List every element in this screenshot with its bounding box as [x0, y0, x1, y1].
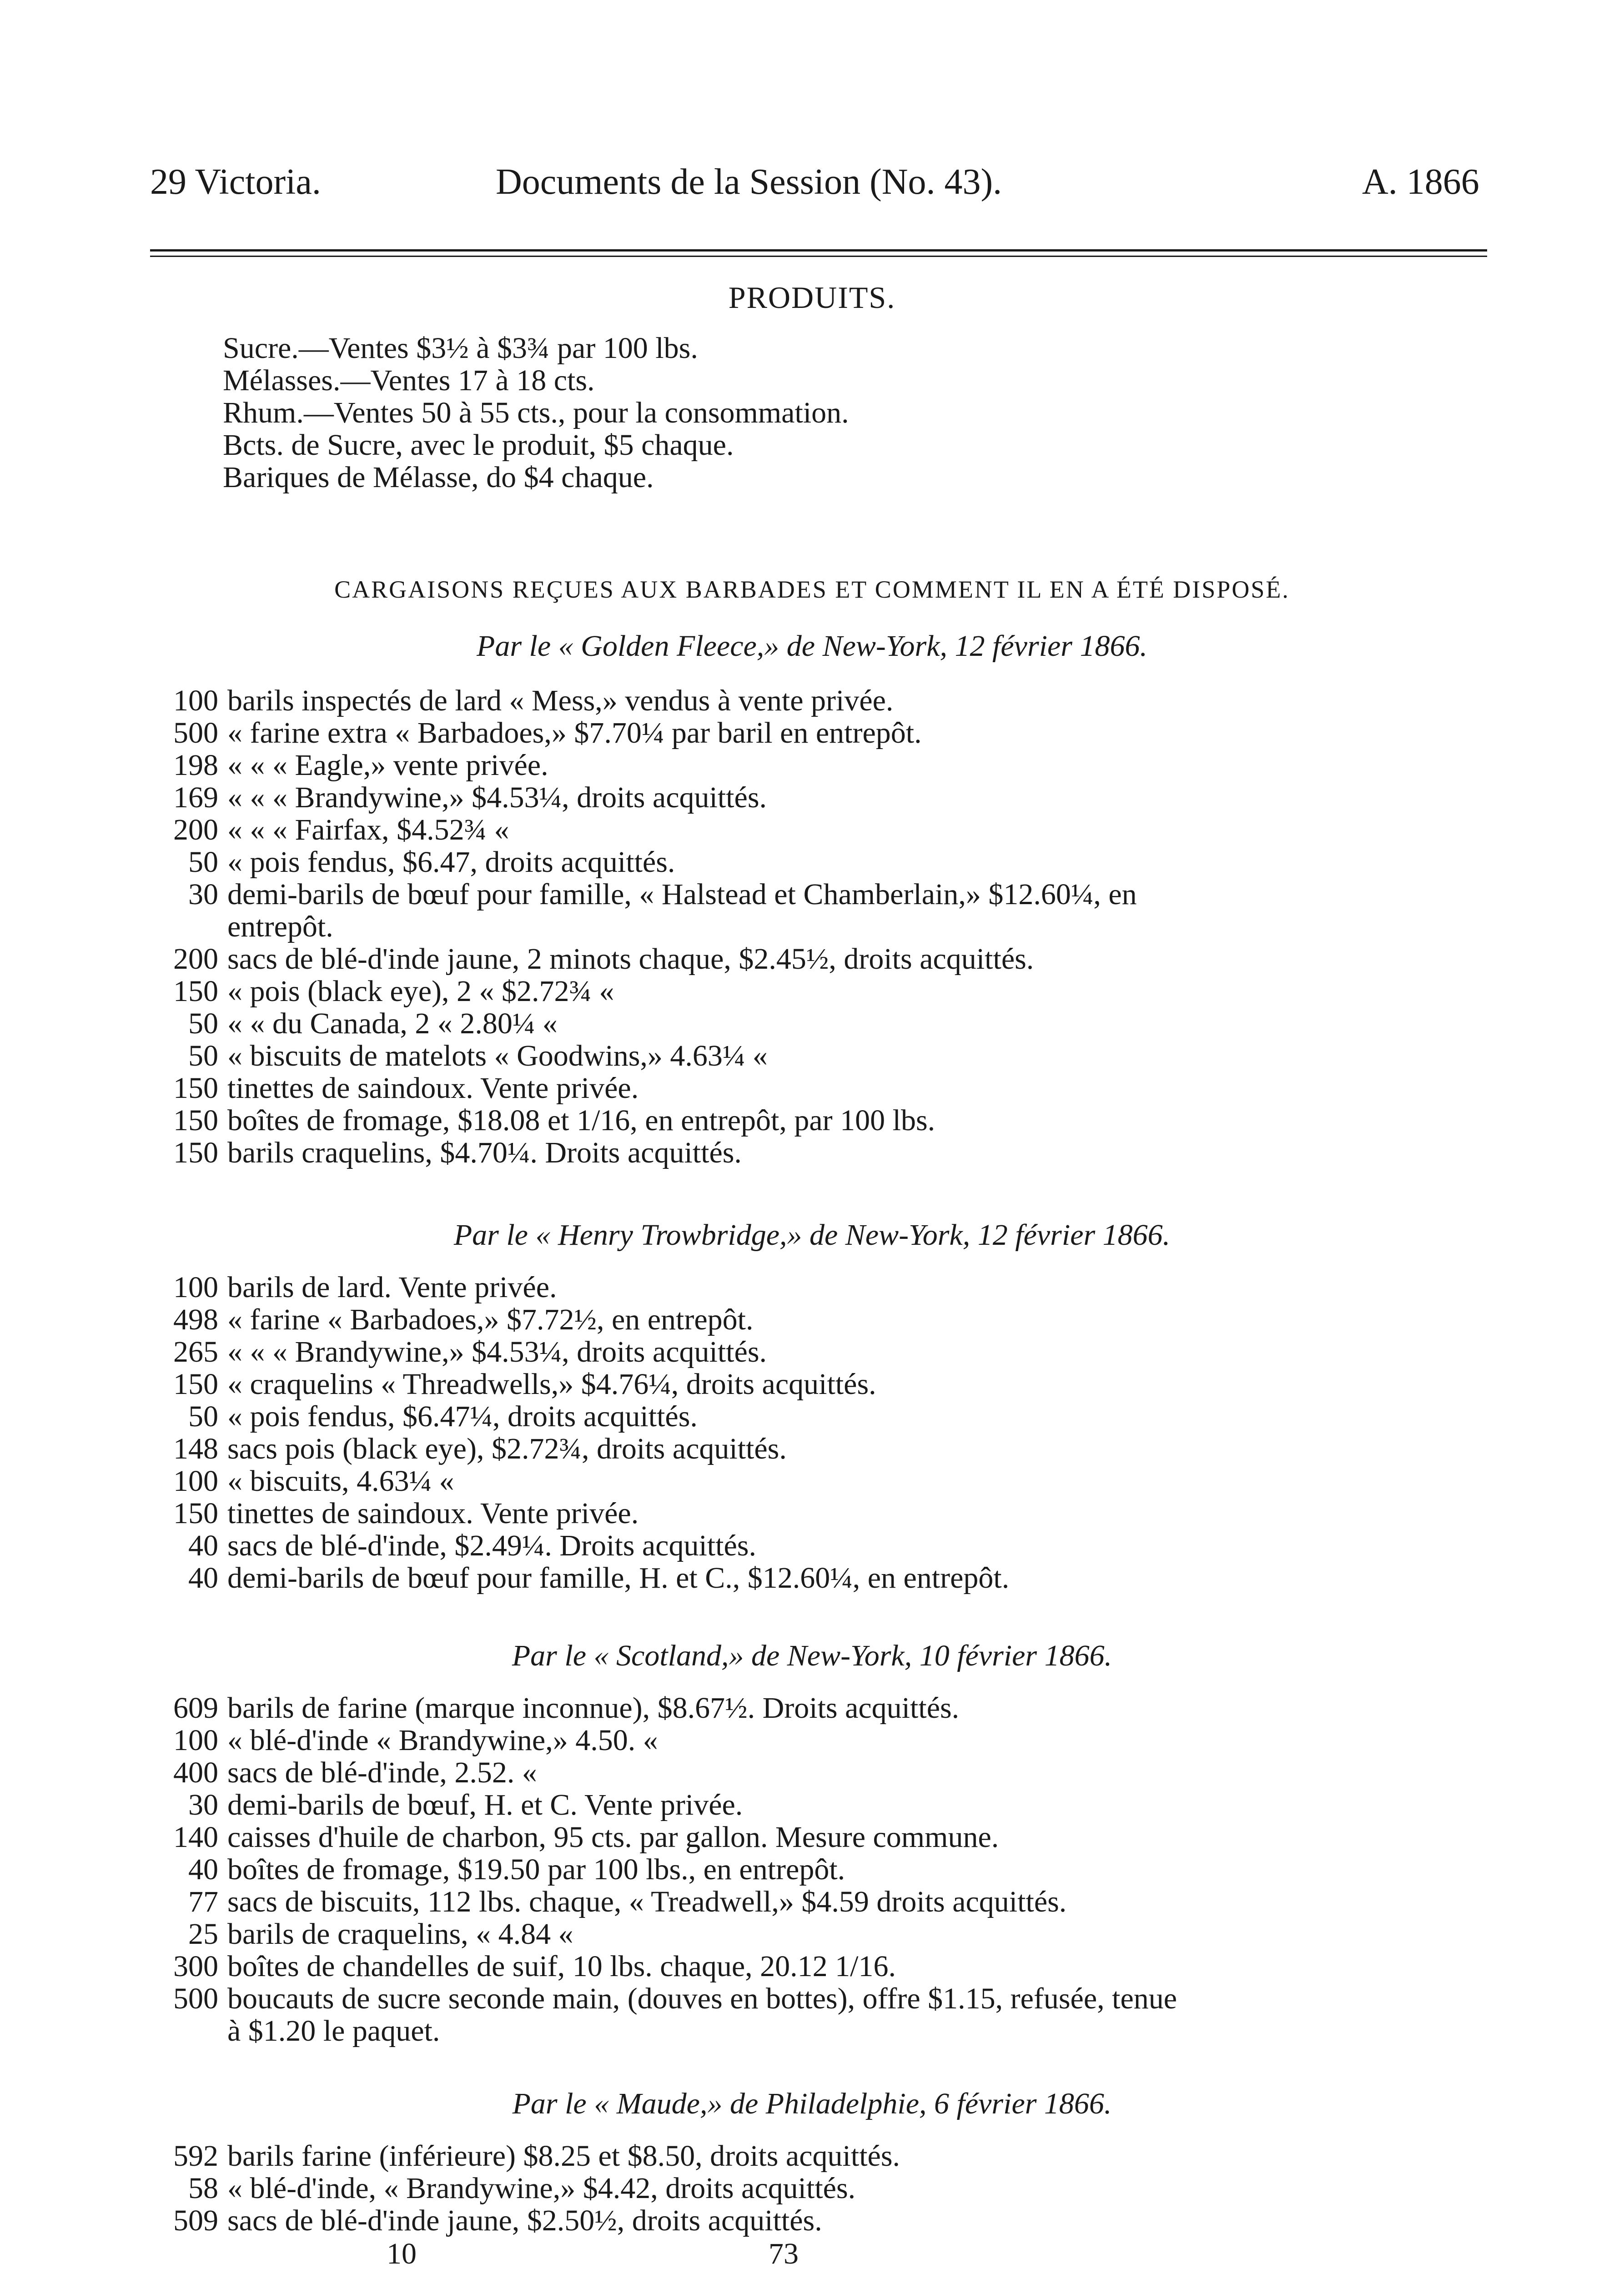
section-heading: Par le « Henry Trowbridge,» de New-York, 12 février 1866. — [453, 1218, 1171, 1252]
list-item: 198 « « « Eagle,» vente privée. — [173, 749, 548, 782]
list-item: 148 sacs pois (black eye), $2.72¾, droits acquittés. — [173, 1432, 787, 1465]
section-lines — [86, 1692, 1177, 2047]
list-item: 300 boîtes de chandelles de suif, 10 lbs. chaque, 20.12 1/16. — [173, 1950, 896, 1983]
list-item: 509 sacs de blé-d'inde jaune, $2.50½, droits acquittés. — [173, 2204, 822, 2237]
footer-right: 73 — [769, 2237, 799, 2270]
list-item: 30 demi-barils de bœuf, H. et C. Vente privée. — [188, 1788, 743, 1821]
list-item: 150 boîtes de fromage, $18.08 et 1/16, en entrepôt, par 100 lbs. — [173, 1104, 935, 1137]
section-lines — [86, 2140, 900, 2237]
produit-line: Bcts. de Sucre, avec le produit, $5 chaque. — [223, 428, 734, 462]
header-rule-bottom — [150, 256, 1487, 257]
list-item: 40 demi-barils de bœuf pour famille, H. et C., $12.60¼, en entrepôt. — [188, 1561, 1010, 1595]
cargo-heading: CARGAISONS REÇUES AUX BARBADES ET COMMENT IL EN A ÉTÉ DISPOSÉ. — [334, 576, 1290, 603]
list-item: 498 « farine « Barbadoes,» $7.72½, en entrepôt. — [173, 1303, 754, 1336]
list-item: entrepôt. — [227, 910, 333, 943]
list-item: à $1.20 le paquet. — [227, 2014, 440, 2048]
list-item: 150 « craquelins « Threadwells,» $4.76¼, droits acquittés. — [173, 1368, 876, 1401]
footer-left: 10 — [387, 2237, 417, 2270]
list-item: 100 barils de lard. Vente privée. — [173, 1271, 557, 1304]
list-item: 25 barils de craquelins, « 4.84 « — [188, 1917, 573, 1951]
list-item: 400 sacs de blé-d'inde, 2.52. « — [173, 1756, 537, 1789]
page-title: PRODUITS. — [728, 280, 896, 315]
header-left: 29 Victoria. — [150, 162, 321, 202]
list-item: 50 « « du Canada, 2 « 2.80¼ « — [188, 1007, 558, 1040]
produit-line: Mélasses.—Ventes 17 à 18 cts. — [223, 364, 595, 397]
produits-list — [223, 332, 849, 493]
section-lines — [86, 1271, 1009, 1594]
list-item: 150 tinettes de saindoux. Vente privée. — [173, 1072, 639, 1105]
produit-line: Rhum.—Ventes 50 à 55 cts., pour la consommation. — [223, 396, 849, 429]
list-item: 150 tinettes de saindoux. Vente privée. — [173, 1497, 639, 1530]
list-item: 200 « « « Fairfax, $4.52¾ « — [173, 813, 509, 846]
list-item: 50 « pois fendus, $6.47, droits acquittés. — [188, 845, 675, 879]
section-heading: Par le « Scotland,» de New-York, 10 février 1866. — [512, 1639, 1112, 1672]
list-item: 265 « « « Brandywine,» $4.53¼, droits acquittés. — [173, 1335, 767, 1368]
list-item: 500 « farine extra « Barbadoes,» $7.70¼ par baril en entrepôt. — [173, 716, 922, 750]
list-item: 100 « blé-d'inde « Brandywine,» 4.50. « — [173, 1724, 658, 1757]
header-right: A. 1866 — [1362, 162, 1479, 202]
section-lines — [86, 684, 1137, 1169]
list-item: 150 barils craquelins, $4.70¼. Droits acquittés. — [173, 1136, 742, 1169]
list-item: 150 « pois (black eye), 2 « $2.72¾ « — [173, 975, 614, 1008]
list-item: 30 demi-barils de bœuf pour famille, « Halstead et Chamberlain,» $12.60¼, en — [188, 878, 1137, 911]
list-item: 609 barils de farine (marque inconnue), $8.67½. Droits acquittés. — [173, 1691, 960, 1725]
list-item: 592 barils farine (inférieure) $8.25 et $8.50, droits acquittés. — [173, 2139, 900, 2173]
header-rule-top — [150, 249, 1487, 252]
list-item: 100 barils inspectés de lard « Mess,» vendus à vente privée. — [173, 684, 894, 717]
section-heading: Par le « Golden Fleece,» de New-York, 12 février 1866. — [477, 629, 1147, 663]
section-heading: Par le « Maude,» de Philadelphie, 6 février 1866. — [512, 2087, 1112, 2120]
produit-line: Bariques de Mélasse, do $4 chaque. — [223, 461, 654, 494]
list-item: 100 « biscuits, 4.63¼ « — [173, 1464, 454, 1498]
list-item: 500 boucauts de sucre seconde main, (douves en bottes), offre $1.15, refusée, tenue — [173, 1982, 1177, 2015]
list-item: 169 « « « Brandywine,» $4.53¼, droits acquittés. — [173, 781, 767, 814]
list-item: 140 caisses d'huile de charbon, 95 cts. par gallon. Mesure commune. — [173, 1821, 999, 1854]
list-item: 50 « biscuits de matelots « Goodwins,» 4.63¼ « — [188, 1039, 768, 1072]
list-item: 40 boîtes de fromage, $19.50 par 100 lbs., en entrepôt. — [188, 1853, 845, 1886]
produit-line: Sucre.—Ventes $3½ à $3¾ par 100 lbs. — [223, 332, 698, 365]
list-item: 58 « blé-d'inde, « Brandywine,» $4.42, droits acquittés. — [188, 2172, 856, 2205]
header-center: Documents de la Session (No. 43). — [496, 162, 1002, 202]
list-item: 40 sacs de blé-d'inde, $2.49¼. Droits acquittés. — [188, 1529, 756, 1562]
list-item: 200 sacs de blé-d'inde jaune, 2 minots chaque, $2.45½, droits acquittés. — [173, 942, 1034, 976]
list-item: 50 « pois fendus, $6.47¼, droits acquittés. — [188, 1400, 698, 1433]
list-item: 77 sacs de biscuits, 112 lbs. chaque, « Treadwell,» $4.59 droits acquittés. — [188, 1885, 1067, 1918]
